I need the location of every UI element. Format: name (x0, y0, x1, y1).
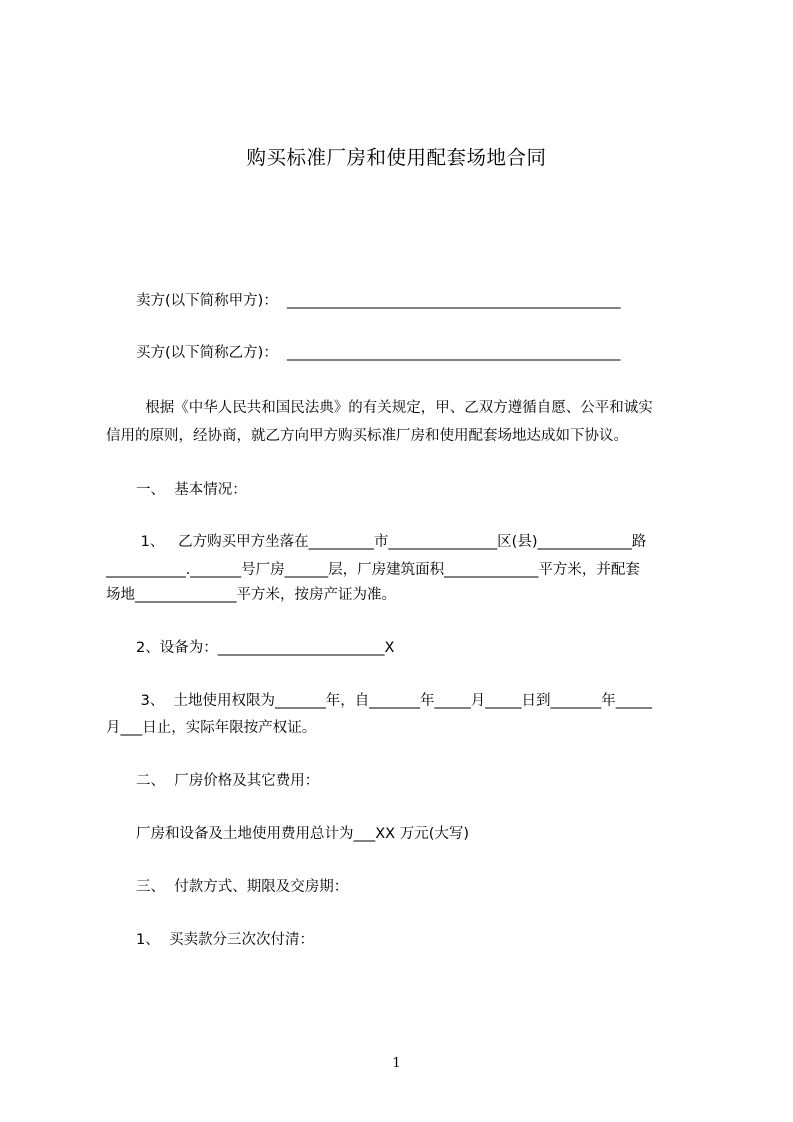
price-line: 厂房和设备及土地使用费用总计为___XX 万元(大写) (136, 826, 470, 842)
clause-1-line-2: ___________._______号厂房______层，厂房建筑面积_____________平方米，并配套 (106, 562, 640, 578)
seller-line: 卖方(以下简称甲方)： ______________________________________________ (136, 293, 621, 309)
buyer-line: 买方(以下简称乙方)： ______________________________________________ (136, 345, 621, 361)
page-number: 1 (392, 1056, 401, 1071)
document-title: 购买标准厂房和使用配套场地合同 (246, 146, 547, 169)
clause-3-line-1: 3、 土地使用权限为_______年，自_______年_____月_____日到_______年_____ (136, 693, 653, 709)
section-2-heading: 二、 厂房价格及其它费用： (136, 773, 320, 789)
section-3-heading: 三、 付款方式、期限及交房期： (136, 879, 349, 895)
clause-3-line-2: 月___日止，实际年限按产权证。 (106, 720, 317, 736)
clause-1-line-3: 场地______________平方米，按房产证为准。 (106, 587, 396, 603)
clause-2-line: 2、设备为：_______________________X (136, 640, 395, 656)
preamble-line-2: 信用的原则，经协商，就乙方向甲方购买标准厂房和使用配套场地达成如下协议。 (106, 428, 628, 444)
preamble-line-1: 根据《中华人民共和国民法典》的有关规定，甲、乙双方遵循自愿、公平和诚实 (136, 400, 653, 416)
clause-1-line-1: 1、 乙方购买甲方坐落在_________市_______________区(县)_____________路 (136, 534, 647, 550)
payment-clause-1: 1、 买卖款分三次次付清： (136, 932, 314, 948)
section-1-heading: 一、 基本情况： (136, 482, 247, 498)
